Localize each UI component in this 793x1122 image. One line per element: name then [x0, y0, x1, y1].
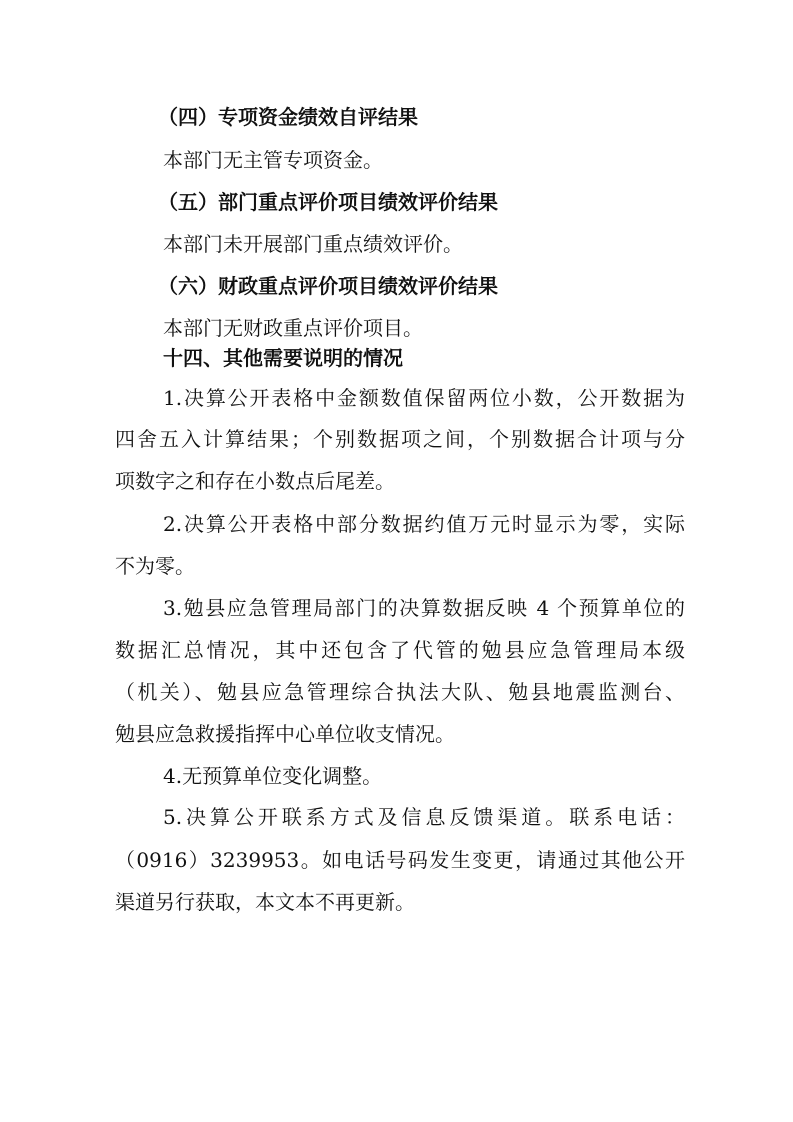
note-3-line-1: 3.勉县应急管理局部门的决算数据反映 4 个预算单位的: [163, 596, 685, 620]
note-3-line-4: 勉县应急救援指挥中心单位收支情况。: [115, 722, 455, 746]
note-3-line-3: （机关）、勉县应急管理综合执法大队、勉县地震监测台、: [115, 680, 685, 704]
section-5-body: 本部门未开展部门重点绩效评价。: [163, 232, 463, 256]
note-5-line-3: 渠道另行获取，本文本不再更新。: [115, 890, 415, 914]
note-2-line-1: 2.决算公开表格中部分数据约值万元时显示为零，实际: [163, 512, 685, 536]
note-2-line-2: 不为零。: [115, 554, 195, 578]
note-1-line-3: 项数字之和存在小数点后尾差。: [115, 469, 395, 493]
section-4-heading: （四）专项资金绩效自评结果: [158, 105, 418, 129]
section-4-body: 本部门无主管专项资金。: [163, 148, 383, 172]
note-3-line-2: 数据汇总情况，其中还包含了代管的勉县应急管理局本级: [115, 638, 685, 662]
section-5-heading: （五）部门重点评价项目绩效评价结果: [158, 190, 498, 214]
note-1-line-1: 1.决算公开表格中金额数值保留两位小数，公开数据为: [163, 386, 685, 410]
note-5-line-2: （0916）3239953。如电话号码发生变更，请通过其他公开: [115, 848, 685, 872]
note-5-line-1: 5.决算公开联系方式及信息反馈渠道。联系电话：: [163, 805, 685, 829]
section-14-heading: 十四、其他需要说明的情况: [163, 346, 403, 370]
section-6-body: 本部门无财政重点评价项目。: [163, 316, 423, 340]
note-4-line-1: 4.无预算单位变化调整。: [163, 764, 383, 788]
section-6-heading: （六）财政重点评价项目绩效评价结果: [158, 274, 498, 298]
note-1-line-2: 四舍五入计算结果；个别数据项之间，个别数据合计项与分: [115, 427, 685, 451]
